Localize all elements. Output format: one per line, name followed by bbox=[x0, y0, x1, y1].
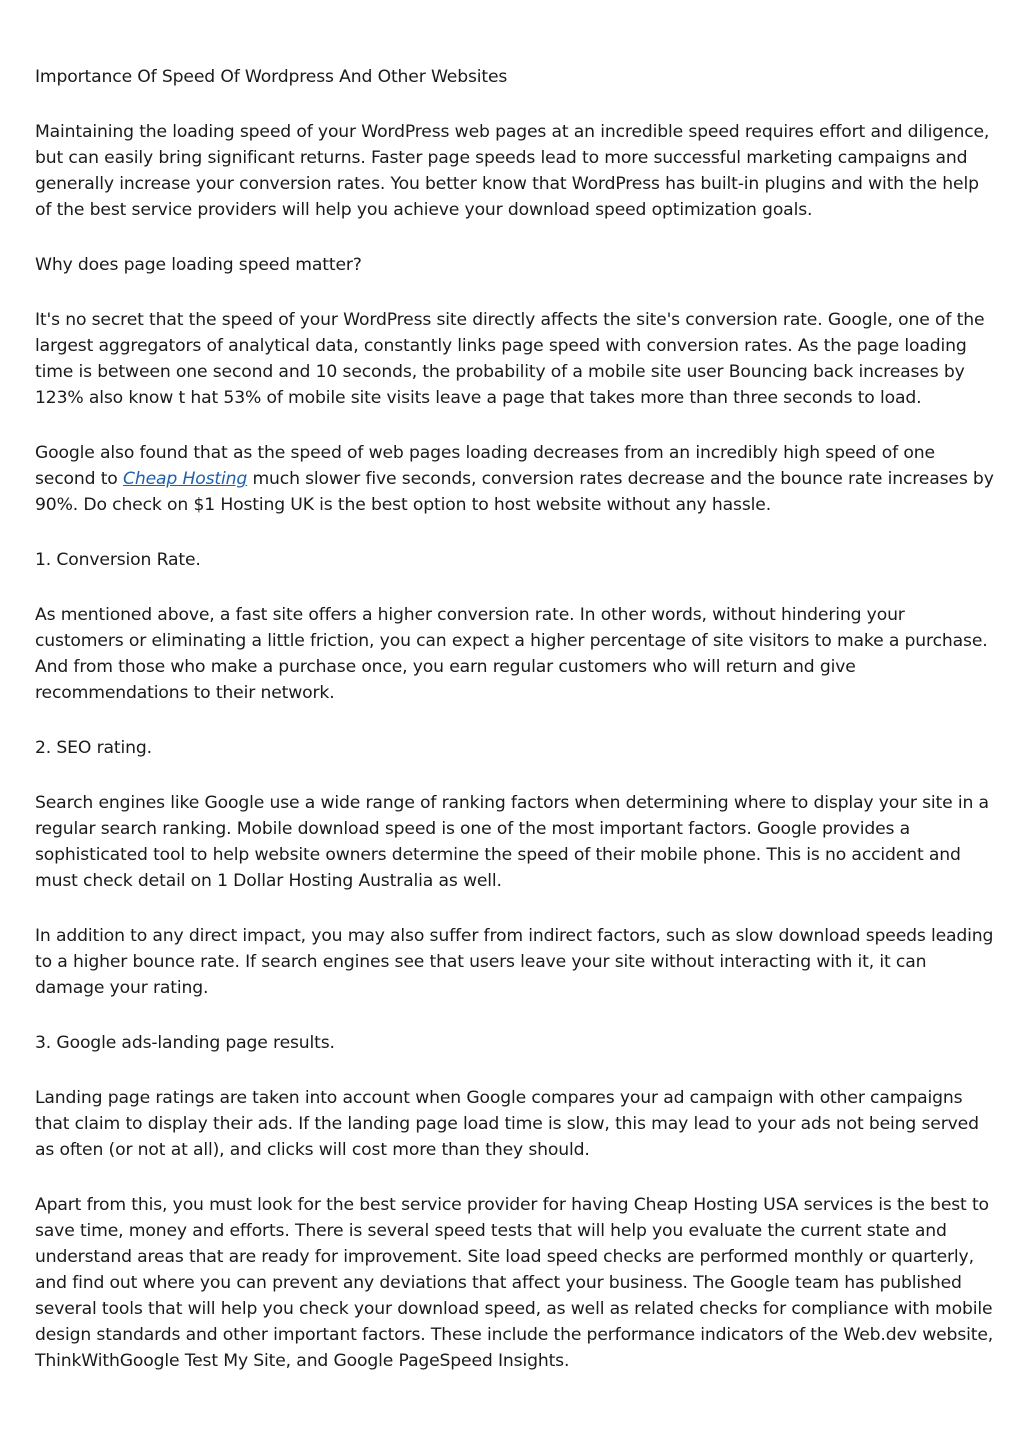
seo-paragraph: Search engines like Google use a wide range of ranking factors when determining where to display your site in a regular search ranking. Mobile download speed is one of the most important factors. Google provides a sophisticated tool to help website owners determine the speed of their mobile phone. This is no accident and must check detail on 1 Dollar Hosting Australia as well. bbox=[35, 793, 989, 891]
google-paragraph-end: much slower five seconds, conversion rates decrease and the bounce rate increases by 90%. Do check on $1 Hosting UK is the best option to host website without any hassle. bbox=[35, 469, 994, 515]
google-paragraph bbox=[35, 440, 995, 518]
indirect-paragraph: In addition to any direct impact, you may also suffer from indirect factors, such as slow download speeds leading to a higher bounce rate. If search engines see that users leave your site without interacting with it, it can damage your rating. bbox=[35, 926, 994, 998]
intro-paragraph: Maintaining the loading speed of your WordPress web pages at an incredible speed requires effort and diligence, but can easily bring significant returns. Faster page speeds lead to more successful marketing campaigns and generally increase your conversion rates. You better know that WordPress has built-in plugins and with the help of the best service providers will help you achieve your download speed optimization goals. bbox=[35, 122, 990, 220]
landing-paragraph: Landing page ratings are taken into account when Google compares your ad campaign with other campaigns that claim to display their ads. If the landing page load time is slow, this may lead to your ads not being served as often (or not at all), and clicks will cost more than they should. bbox=[35, 1088, 979, 1160]
section-heading-conversion: 1. Conversion Rate. bbox=[35, 550, 201, 570]
conversion-paragraph: As mentioned above, a fast site offers a higher conversion rate. In other words, without hindering your customers or eliminating a little friction, you can expect a higher percentage of site visitors to make a purchase. And from those who make a purchase once, you earn regular customers who will return and give recommendations to their network. bbox=[35, 605, 988, 703]
secret-paragraph: It's no secret that the speed of your WordPress site directly affects the site's conversion rate. Google, one of the largest aggregators of analytical data, constantly links page speed with conversion rates. As the page loading time is between one second and 10 seconds, the probability of a mobile site user Bouncing back increases by 123% also know t hat 53% of mobile site visits leave a page that takes more than three seconds to load. bbox=[35, 310, 985, 408]
apart-paragraph: Apart from this, you must look for the best service provider for having Cheap Hosting USA services is the best to save time, money and efforts. There is several speed tests that will help you evaluate the current state and understand areas that are ready for improvement. Site load speed checks are performed monthly or quarterly, and find out where you can prevent any deviations that affect your business. The Google team has published several tools that will help you check your download speed, as well as related checks for compliance with mobile design standards and other important factors. These include the performance indicators of the Web.dev website, ThinkWithGoogle Test My Site, and Google PageSpeed Insights. bbox=[35, 1195, 994, 1371]
document-body bbox=[35, 64, 995, 1403]
cheap-hosting-link[interactable]: Cheap Hosting bbox=[122, 469, 248, 489]
section-heading-google-ads: 3. Google ads-landing page results. bbox=[35, 1033, 335, 1053]
google-paragraph-start: Google also found that as the speed of web pages loading decreases from an incredibly high speed of one second to bbox=[35, 443, 935, 489]
section-heading-seo: 2. SEO rating. bbox=[35, 738, 152, 758]
document-title: Importance Of Speed Of Wordpress And Other Websites bbox=[35, 67, 508, 87]
question-heading: Why does page loading speed matter? bbox=[35, 255, 362, 275]
